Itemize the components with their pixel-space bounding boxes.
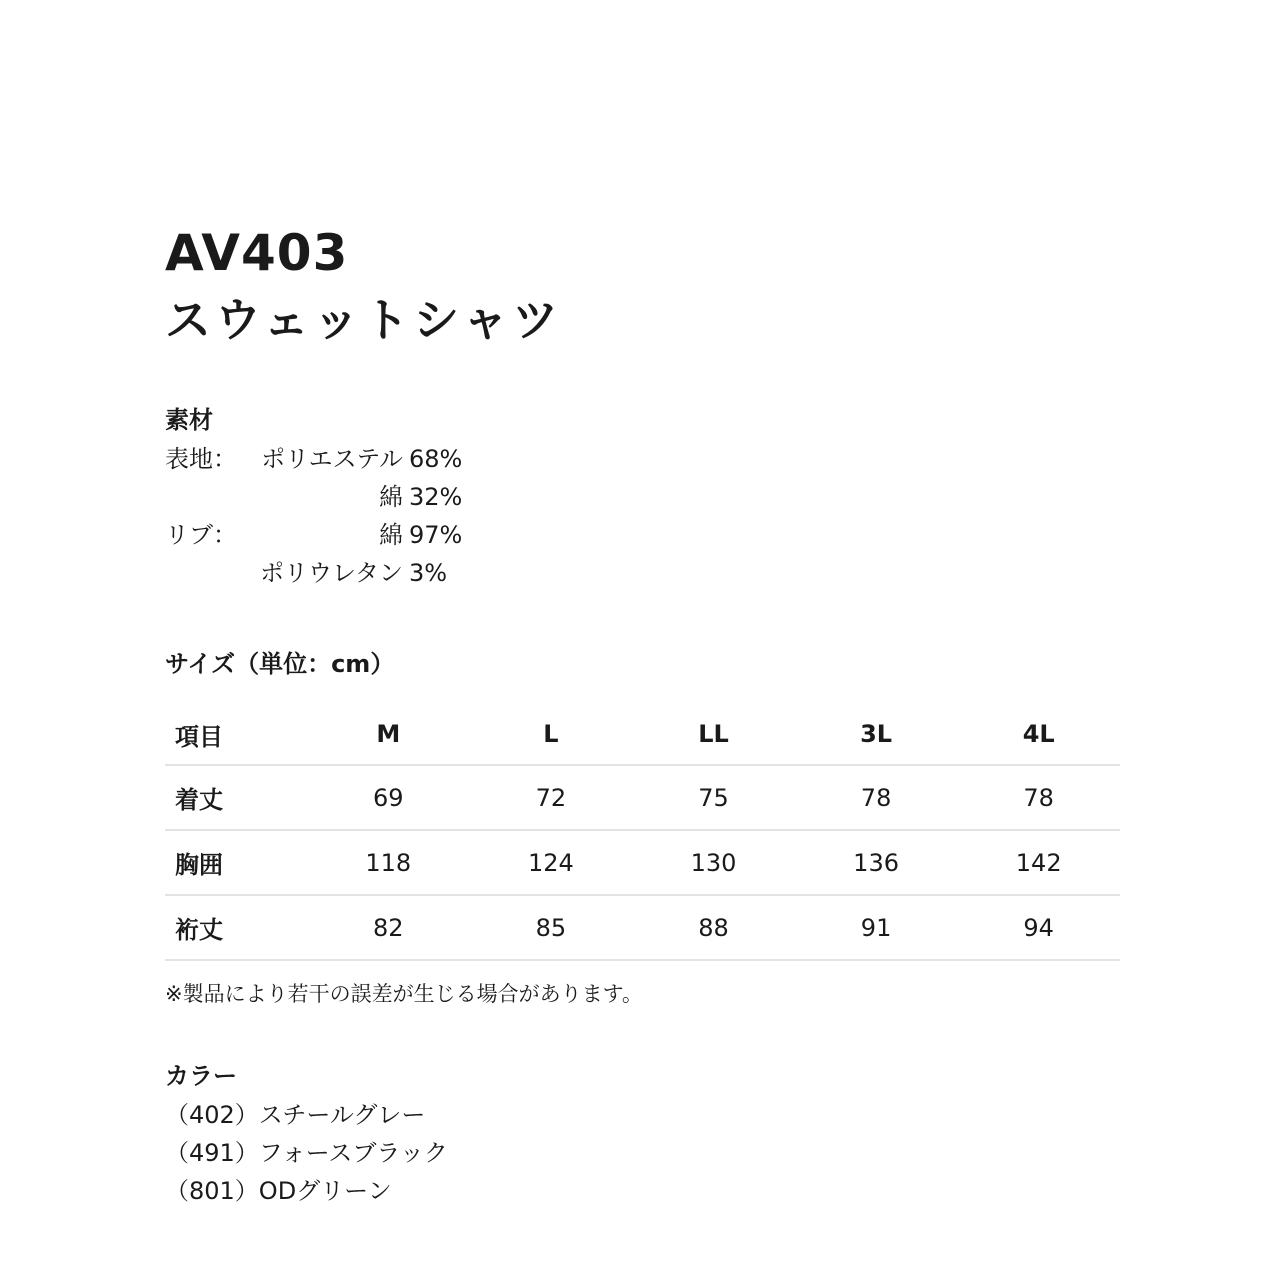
size-note: ※製品により若干の誤差が生じる場合があります。 xyxy=(165,982,643,1006)
color-title: カラー xyxy=(165,1062,237,1090)
list-item: （491）フォースブラック xyxy=(165,1139,448,1167)
material-fiber: ポリウレタン xyxy=(259,559,403,587)
material-row xyxy=(165,478,462,516)
material-row xyxy=(165,516,462,554)
row-label: 着丈 xyxy=(165,765,307,830)
material-row xyxy=(165,554,462,592)
table-cell: 82 xyxy=(307,895,470,960)
list-item: （801）ODグリーン xyxy=(165,1177,392,1205)
material-part xyxy=(165,554,243,592)
product-code: AV403 xyxy=(165,224,349,282)
table-row xyxy=(165,895,1120,960)
row-label: 裄丈 xyxy=(165,895,307,960)
material-fiber: 綿 xyxy=(379,483,403,511)
table-cell: 94 xyxy=(957,895,1120,960)
size-header-3l: 3L xyxy=(795,704,958,765)
product-name: スウェットシャツ xyxy=(165,293,563,347)
material-title: 素材 xyxy=(165,406,213,434)
material-percent: 68% xyxy=(409,445,463,473)
color-list xyxy=(165,1096,448,1210)
table-cell: 136 xyxy=(795,830,958,895)
row-label: 胸囲 xyxy=(165,830,307,895)
size-section xyxy=(165,648,1120,1009)
table-cell: 78 xyxy=(957,765,1120,830)
size-header-m: M xyxy=(307,704,470,765)
table-cell: 130 xyxy=(632,830,795,895)
product-spec-sheet xyxy=(165,222,1120,1205)
material-percent: 3% xyxy=(409,559,448,587)
material-percent: 97% xyxy=(409,521,463,549)
size-header-item: 項目 xyxy=(165,704,307,765)
material-fiber: ポリエステル xyxy=(261,445,403,473)
table-cell: 118 xyxy=(307,830,470,895)
size-header-4l: 4L xyxy=(957,704,1120,765)
material-section xyxy=(165,404,462,592)
material-part: リブ： xyxy=(165,521,237,549)
table-cell: 72 xyxy=(470,765,633,830)
color-section xyxy=(165,1060,448,1210)
table-row xyxy=(165,830,1120,895)
table-cell: 91 xyxy=(795,895,958,960)
material-table xyxy=(165,440,462,592)
size-header-ll: LL xyxy=(632,704,795,765)
table-row xyxy=(165,765,1120,830)
material-part: 表地： xyxy=(165,445,237,473)
material-percent: 32% xyxy=(409,483,463,511)
size-header-l: L xyxy=(470,704,633,765)
size-title: サイズ（単位：cm） xyxy=(165,650,395,678)
table-cell: 88 xyxy=(632,895,795,960)
table-cell: 142 xyxy=(957,830,1120,895)
material-row xyxy=(165,440,462,478)
table-cell: 69 xyxy=(307,765,470,830)
list-item: （402）スチールグレー xyxy=(165,1101,426,1129)
table-cell: 75 xyxy=(632,765,795,830)
table-cell: 85 xyxy=(470,895,633,960)
table-cell: 78 xyxy=(795,765,958,830)
material-part xyxy=(165,478,243,516)
size-table xyxy=(165,704,1120,961)
material-fiber: 綿 xyxy=(379,521,403,549)
size-header-row xyxy=(165,704,1120,765)
table-cell: 124 xyxy=(470,830,633,895)
